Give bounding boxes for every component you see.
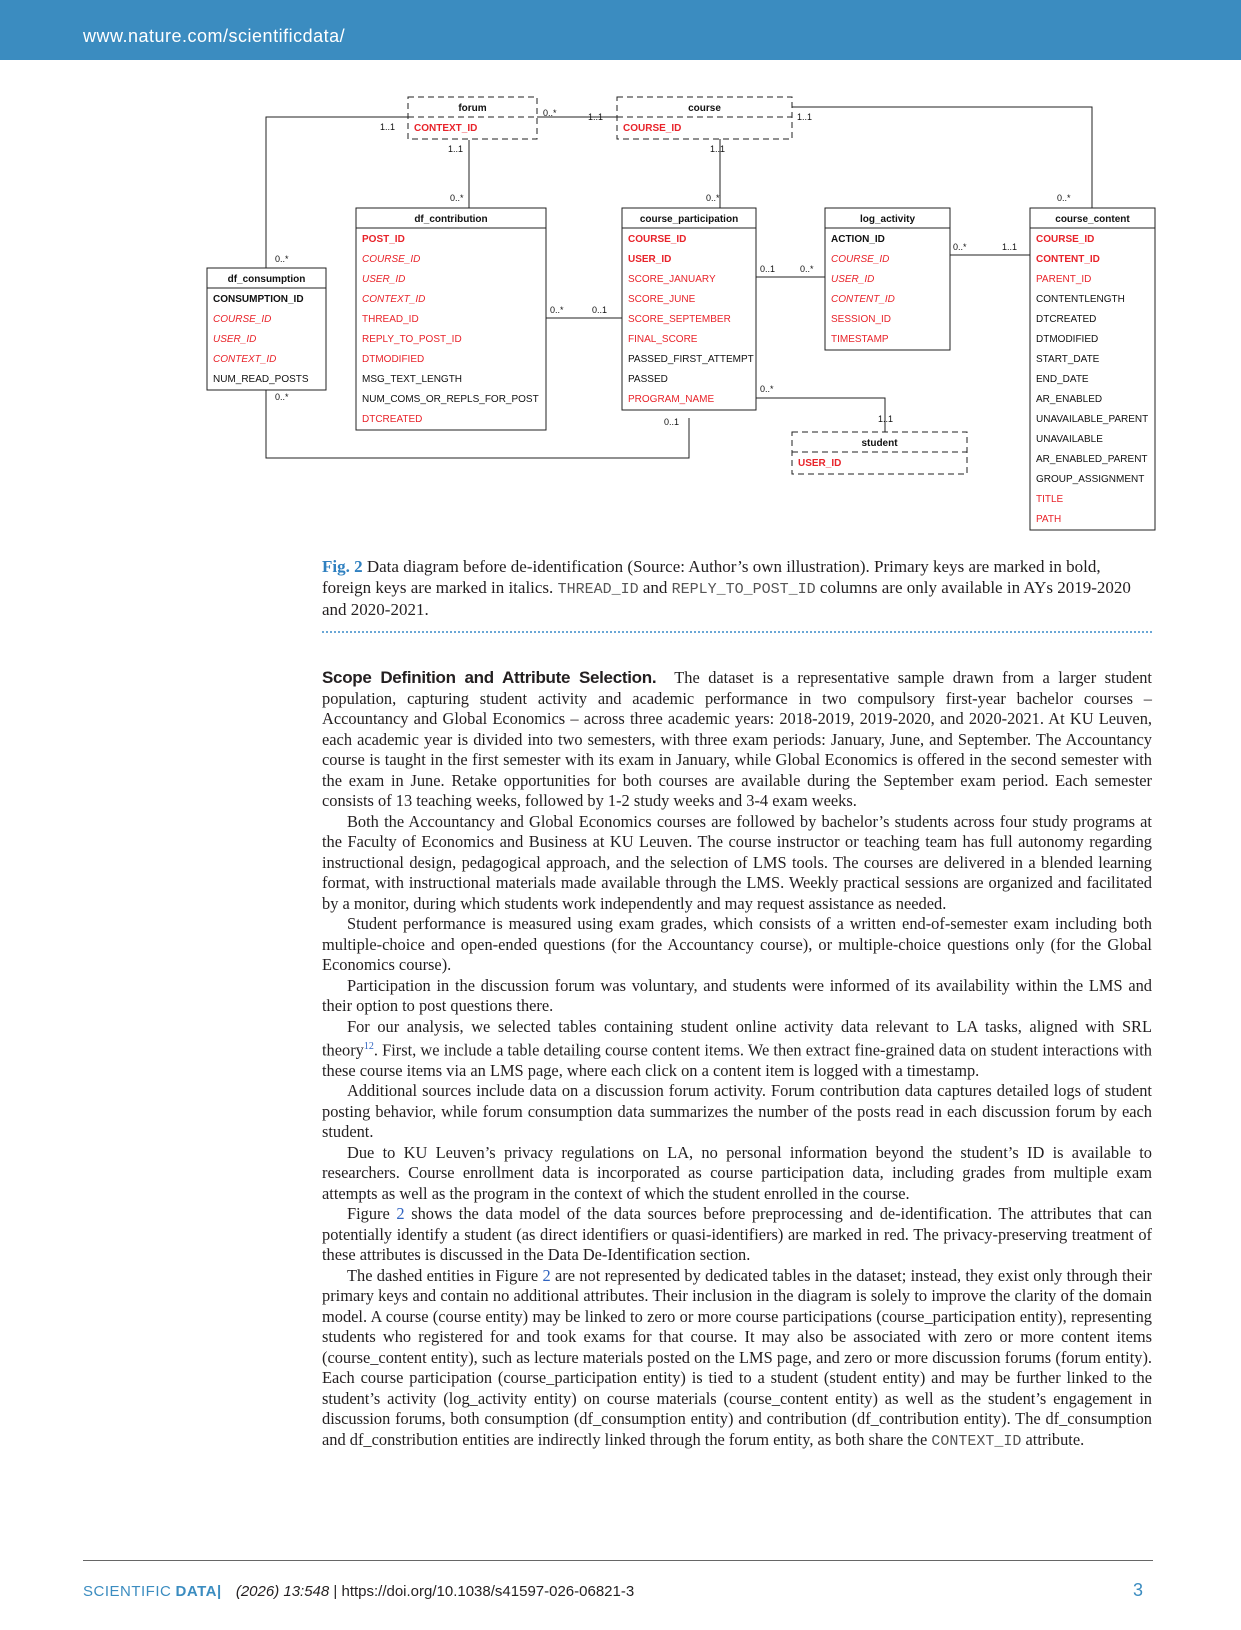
entity-field: TITLE <box>1036 494 1064 505</box>
caption-text-2: and <box>642 577 668 597</box>
entity-title: df_consumption <box>227 274 306 285</box>
entity-field: COURSE_ID <box>362 254 421 265</box>
cardinality-label: 0..* <box>800 264 814 274</box>
entity-field: GROUP_ASSIGNMENT <box>1036 474 1145 485</box>
entity-field: SCORE_SEPTEMBER <box>628 314 731 325</box>
cardinality-label: 0..* <box>275 392 289 402</box>
entity-field: USER_ID <box>798 458 842 469</box>
entity-field: AR_ENABLED_PARENT <box>1036 454 1148 465</box>
figure-caption <box>322 557 1152 621</box>
entity-course-participation <box>622 208 756 410</box>
entity-field: THREAD_ID <box>362 314 419 325</box>
cardinality-label: 0..1 <box>592 305 608 315</box>
paragraph-9-text-a: The dashed entities in Figure <box>347 1265 539 1285</box>
doi-link[interactable]: | https://doi.org/10.1038/s41597-026-06821-3 <box>333 1583 635 1600</box>
figure-link[interactable]: 2 <box>396 1204 405 1224</box>
entity-field: USER_ID <box>831 274 875 285</box>
entity-field: FINAL_SCORE <box>628 334 698 345</box>
entity-field: CONTEXT_ID <box>362 294 426 305</box>
paragraph-9-text-c: attribute. <box>1025 1429 1085 1449</box>
entity-field: START_DATE <box>1036 354 1100 365</box>
cardinality-label: 0..* <box>275 254 289 264</box>
paragraph-4: Participation in the discussion forum was voluntary, and students were informed of its availability within the LMS and their option to post questions there. <box>322 975 1152 1015</box>
cardinality-label: 1..1 <box>878 414 894 424</box>
entity-field: DTMODIFIED <box>1036 334 1099 345</box>
entity-field: USER_ID <box>628 254 672 265</box>
entity-title: log_activity <box>859 214 916 225</box>
entity-field: POST_ID <box>362 234 405 245</box>
paragraph-7: Due to KU Leuven’s privacy regulations on LA, no personal information beyond the student’s ID is available to researchers. Course enrollment data is incorporated as course participation data, including grades from multiple exam attempts as well as the program in the context of which the student enrolled in the course. <box>322 1142 1152 1203</box>
entity-field: DTCREATED <box>362 414 423 425</box>
entity-field: CONTENT_ID <box>1036 254 1100 265</box>
entity-field: CONTENTLENGTH <box>1036 294 1125 305</box>
entity-title: student <box>861 438 898 449</box>
paragraph-1 <box>322 668 1152 812</box>
entity-field: COURSE_ID <box>1036 234 1095 245</box>
entity-field: ACTION_ID <box>831 234 885 245</box>
entity-field: NUM_COMS_OR_REPLS_FOR_POST <box>362 394 539 405</box>
footer-separator: | <box>216 1583 222 1600</box>
entity-field: DTMODIFIED <box>362 354 425 365</box>
cardinality-label: 0..* <box>543 108 557 118</box>
entity-box <box>207 268 326 390</box>
entity-field: UNAVAILABLE <box>1036 434 1103 445</box>
cardinality-label: 1..1 <box>588 112 604 122</box>
entity-course-content <box>1030 208 1155 530</box>
entity-field: CONSUMPTION_ID <box>213 294 304 305</box>
entity-student <box>792 432 967 474</box>
entity-field: MSG_TEXT_LENGTH <box>362 374 463 385</box>
caption-code-2: REPLY_TO_POST_ID <box>671 580 816 598</box>
footer-rule <box>83 1560 1153 1561</box>
cardinality-label: 0..* <box>550 305 564 315</box>
page-number: 3 <box>1133 1580 1144 1600</box>
paragraph-6: Additional sources include data on a discussion forum activity. Forum contribution data captures detailed logs of student posting behavior, while forum consumption data summarizes the number of the posts read in each discussion forum by each student. <box>322 1081 1152 1142</box>
cardinality-label: 0..* <box>450 193 464 203</box>
caption-text-3: columns are only available in AYs 2019-2020 and 2020-2021. <box>322 577 1131 619</box>
section-heading: Scope Definition and Attribute Selection. <box>322 668 657 687</box>
entity-field: NUM_READ_POSTS <box>213 374 309 385</box>
entity-field: PROGRAM_NAME <box>628 394 715 405</box>
caption-code-1: THREAD_ID <box>557 580 639 598</box>
entity-field: SESSION_ID <box>831 314 892 325</box>
page-footer <box>83 1583 634 1600</box>
entity-field: TIMESTAMP <box>831 334 889 345</box>
journal-name-1: SCIENTIFIC <box>83 1583 172 1600</box>
paragraph-3: Student performance is measured using exam grades, which consists of a written end-of-semester exam including both multiple-choice and open-ended questions (for the Accountancy course), or multiple-choice questions only (for the Global Economics course). <box>322 914 1152 974</box>
paragraph-8-text-a: Figure <box>347 1204 390 1224</box>
journal-name-2: DATA <box>175 1583 217 1600</box>
entity-title: course_participation <box>639 214 739 225</box>
journal-url[interactable]: www.nature.com/scientificdata/ <box>83 26 346 46</box>
entity-title: forum <box>458 103 487 114</box>
paragraph-9-code: CONTEXT_ID <box>931 1432 1022 1450</box>
entity-field: SCORE_JANUARY <box>628 274 716 285</box>
figure-link[interactable]: 2 <box>542 1265 551 1285</box>
entity-df-contribution <box>356 208 546 430</box>
cardinality-label: 1..1 <box>448 144 464 154</box>
entity-field: PATH <box>1036 514 1062 525</box>
entity-field: CONTEXT_ID <box>414 123 478 134</box>
cardinality-label: 1..1 <box>380 122 396 132</box>
entity-title: df_contribution <box>414 214 488 225</box>
entity-field: AR_ENABLED <box>1036 394 1103 405</box>
entity-df-consumption <box>207 268 326 390</box>
figure-label[interactable]: Fig. 2 <box>322 557 363 576</box>
cardinality-label: 0..* <box>1057 193 1071 203</box>
entity-field: COURSE_ID <box>831 254 890 265</box>
article-body <box>322 668 1152 1452</box>
cardinality-label: 0..* <box>706 193 720 203</box>
cardinality-label: 1..1 <box>797 112 813 122</box>
entity-field: USER_ID <box>213 334 257 345</box>
entity-field: REPLY_TO_POST_ID <box>362 334 462 345</box>
paragraph-8 <box>322 1204 1152 1266</box>
entity-field: PASSED <box>628 374 668 385</box>
entity-field: PARENT_ID <box>1036 274 1092 285</box>
entity-field: CONTEXT_ID <box>213 354 277 365</box>
er-diagram <box>0 0 1241 540</box>
entity-field: COURSE_ID <box>628 234 687 245</box>
paragraph-5 <box>322 1017 1152 1082</box>
entity-field: PASSED_FIRST_ATTEMPT <box>628 354 754 365</box>
cardinality-label: 0..* <box>760 384 774 394</box>
entity-field: USER_ID <box>362 274 406 285</box>
entity-field: END_DATE <box>1036 374 1089 385</box>
entity-log-activity <box>825 208 950 350</box>
paragraph-5-text-a: For our analysis, we selected tables containing student online activity data relevant to LA tasks, aligned with SRL theory <box>322 1016 1152 1060</box>
paragraph-2: Both the Accountancy and Global Economics courses are followed by bachelor’s students across four study programs at the Faculty of Economics and Business at KU Leuven. The course instructor or teaching team has full autonomy regarding instructional design, pedagogical approach, and the selection of LMS tools. The courses are delivered in a blended learning format, with instructional materials made available through the LMS. Weekly practical sessions are organized and facilitated by a monitor, during which students work independently and may request assistance as needed. <box>322 811 1152 913</box>
entity-field: DTCREATED <box>1036 314 1097 325</box>
caption-text-1: Data diagram before de-identification (Source: Author’s own illustration). Primary keys are marked in bold, foreign keys are marked in italics. <box>322 557 1101 597</box>
paragraph-5-text-b: . First, we include a table detailing course content items. We then extract fine-grained data on student interactions with these course items via an LMS page, where each click on a content item is logged with a timestamp. <box>322 1040 1152 1080</box>
entity-field: UNAVAILABLE_PARENT <box>1036 414 1149 425</box>
citation-ref[interactable]: 12 <box>363 1041 374 1052</box>
cardinality-label: 0..1 <box>760 264 776 274</box>
paragraph-1-text: The dataset is a representative sample drawn from a larger student population, capturing student activity and academic performance in two compulsory first-year bachelor courses – Accountancy and Global Economics – across three academic years: 2018-2019, 2019-2020, and 2020-2021. At KU Leuven, each academic year is divided into two semesters, with three exam periods: January, June, and September. The Accountancy course is taught in the first semester with its exam in January, while Global Economics is offered in the second semester with the exam in June. Retake opportunities for both courses are available during the September exam period. Each semester consists of 13 teaching weeks, followed by 1-2 study weeks and 3-4 exam weeks. <box>322 668 1152 810</box>
cardinality-label: 0..1 <box>664 417 680 427</box>
entity-course <box>617 97 792 139</box>
paragraph-8-text-b: shows the data model of the data sources before preprocessing and de-identification. The attributes that can potentially identify a student (as direct identifiers or quasi-identifiers) are marked in red. The privacy-preserving treatment of these attributes is discussed in the Data De-Identification section. <box>322 1204 1153 1265</box>
paragraph-9 <box>322 1266 1152 1453</box>
cardinality-label: 0..* <box>953 242 967 252</box>
entity-title: course_content <box>1055 214 1130 225</box>
citation: (2026) 13:548 <box>235 1583 330 1600</box>
cardinality-label: 1..1 <box>1002 242 1018 252</box>
entity-field: CONTENT_ID <box>831 294 895 305</box>
entity-field: COURSE_ID <box>623 123 682 134</box>
entity-field: COURSE_ID <box>213 314 272 325</box>
cardinality-label: 1..1 <box>710 144 726 154</box>
entity-forum <box>408 97 537 139</box>
entity-title: course <box>688 103 721 114</box>
caption-divider <box>322 631 1152 633</box>
entity-field: SCORE_JUNE <box>628 294 696 305</box>
paragraph-9-text-b: are not represented by dedicated tables in the dataset; instead, they exist only through their primary keys and contain no additional attributes. Their inclusion in the diagram is solely to improve the clarity of the domain model. A course (course entity) may be linked to zero or more course participations (course_participation entity), representing students who registered for and took exams for that course. It may also be associated with zero or more content items (course_content entity), such as lecture materials posted on the LMS page, and zero or more discussion forums (forum entity). Each course participation (course_participation entity) is tied to a student (student entity) and may be further linked to the student’s activity (log_activity entity) on course materials (course_content entity) as well as the student’s engagement in discussion forums, both consumption (df_consumption entity) and contribution (df_contribution entity). The df_consumption and df_constribution entities are indirectly linked through the forum entity, as both share the <box>322 1265 1152 1449</box>
